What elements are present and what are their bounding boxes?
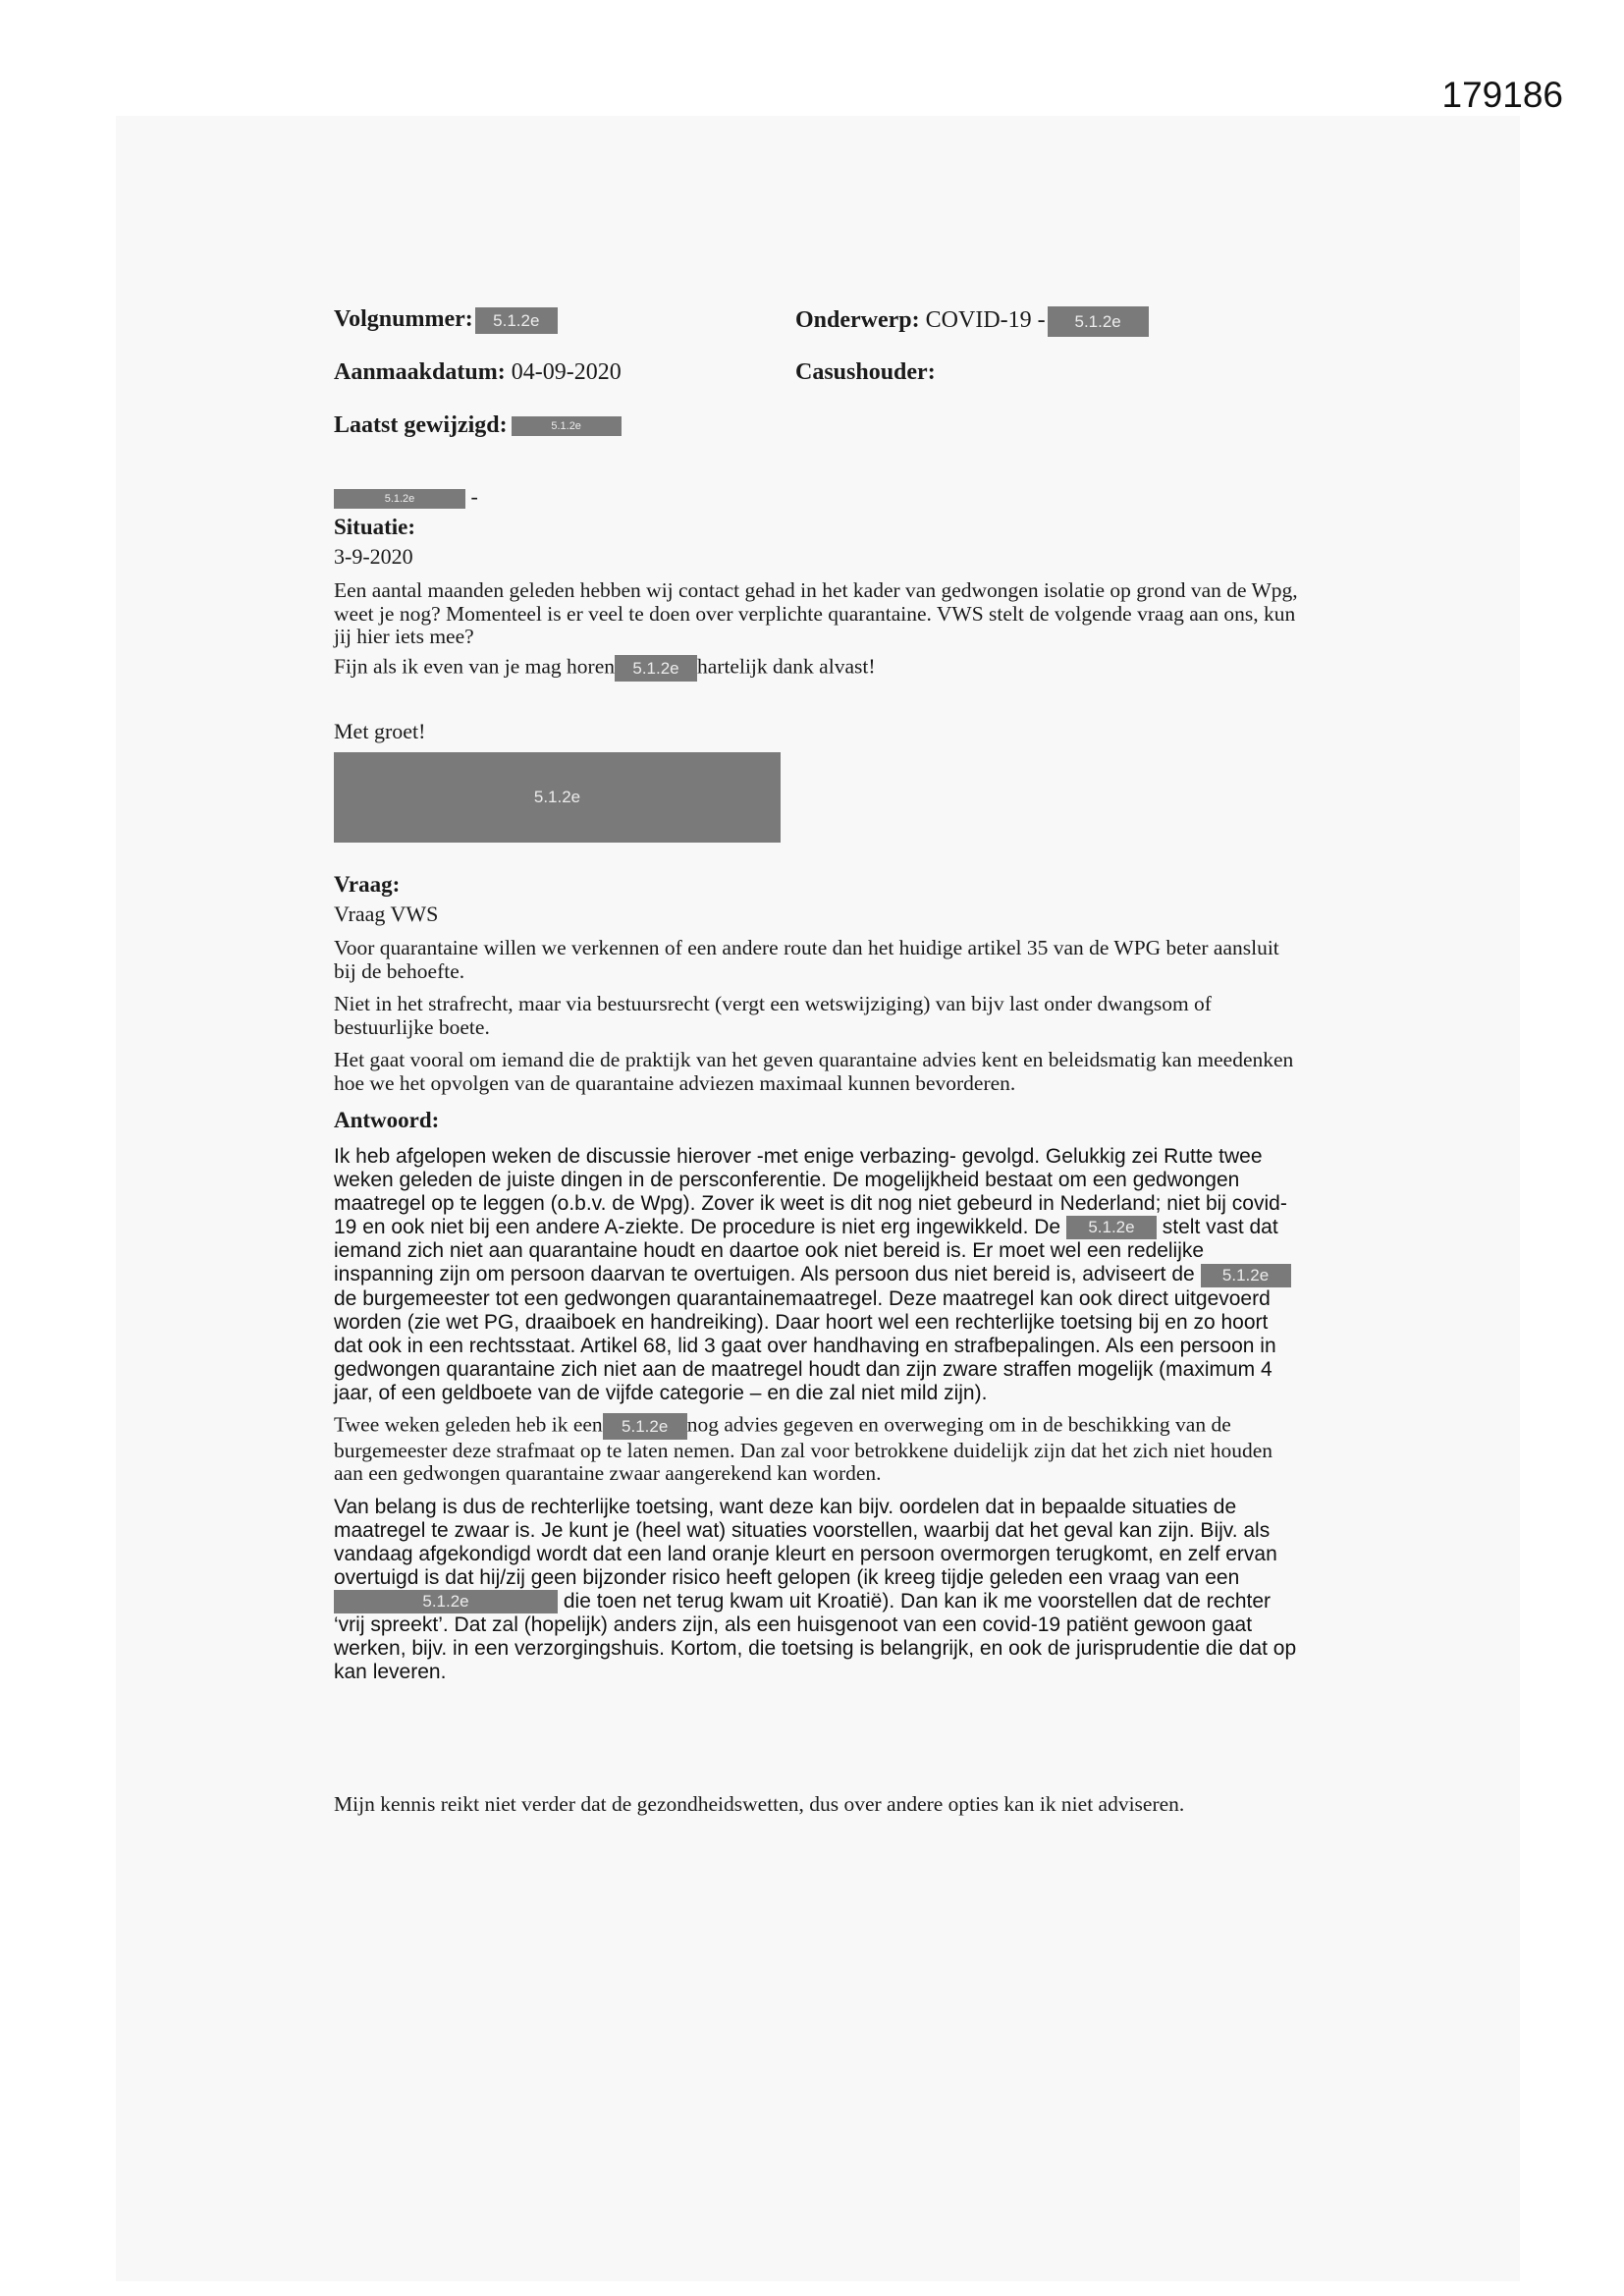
onderwerp-value: COVID-19 - [925, 307, 1046, 333]
situatie-line-a: Fijn als ik even van je mag horen [334, 653, 615, 678]
redaction-box: 5.1.2e [1066, 1216, 1157, 1239]
laatst-gewijzigd-field [334, 410, 622, 440]
vraag-title: Vraag: [334, 872, 401, 897]
vraag-subtitle: Vraag VWS [334, 902, 439, 926]
antwoord-paragraph-2 [334, 1413, 1301, 1486]
vraag-paragraph-2: Niet in het strafrecht, maar via bestuursrecht (vergt een wetswijziging) van bijv last onder dwangsom of bestuurlijke boete. [334, 992, 1212, 1039]
redaction-box: 5.1.2e [1048, 306, 1149, 337]
onderwerp-field [795, 305, 1149, 337]
laatst-gewijzigd-label: Laatst gewijzigd: [334, 412, 508, 438]
antwoord-p3-part-b: die toen net terug kwam uit Kroatië). Dan kan ik me voorstellen dat de rechter ‘vrij spreekt’. Dat zal (hopelijk) anders zijn, als een huisgenoot van een covid-19 patiënt gewoon gaat werken, bijv. in een verzorgingshuis. Kortom, die toetsing is belangrijk, en ook de jurisprudentie die dat op kan leveren. [334, 1589, 1297, 1684]
situatie-line-horen [334, 655, 1301, 682]
aanmaakdatum-label: Aanmaakdatum: [334, 359, 506, 385]
aanmaakdatum-value: 04-09-2020 [511, 359, 622, 385]
antwoord-p2-part-a: Twee weken geleden heb ik een [334, 1412, 603, 1437]
redaction-box: 5.1.2e [334, 489, 465, 509]
situatie-section [334, 485, 1301, 843]
situatie-date: 3-9-2020 [334, 544, 413, 569]
redaction-box: 5.1.2e [512, 416, 622, 436]
situatie-title: Situatie: [334, 515, 416, 539]
antwoord-p1-part-a: Ik heb afgelopen weken de discussie hierover -met enige verbazing- gevolgd. Gelukkig zei Rutte twee weken geleden de juiste dingen in de persconferentie. De mogelijkheid bestaat om een gedwongen maatregel op te leggen (o.b.v. de Wpg). Zover ik weet is dit nog niet gebeurd in Nederland; niet bij covid-19 en ook niet bij een andere A-ziekte. De procedure is niet erg ingewikkeld. De [334, 1145, 1287, 1238]
page-number: 179186 [1441, 75, 1563, 115]
casushouder-field [795, 357, 936, 387]
antwoord-section [334, 1106, 1301, 1692]
volgnummer-label: Volgnummer: [334, 306, 473, 332]
redaction-box: 5.1.2e [603, 1413, 687, 1440]
aanmaakdatum-field [334, 357, 622, 387]
vraag-paragraph-3: Het gaat vooral om iemand die de praktijk van het geven quarantaine advies kent en beleidsmatig kan meedenken hoe we het opvolgen van de quarantaine adviezen maximaal kunnen bevorderen. [334, 1048, 1294, 1095]
situatie-line-b: hartelijk dank alvast! [697, 653, 876, 678]
redaction-box: 5.1.2e [1201, 1264, 1291, 1287]
antwoord-paragraph-3 [334, 1496, 1301, 1684]
signature-redaction-box: 5.1.2e [334, 752, 781, 843]
casushouder-label: Casushouder: [795, 359, 936, 385]
closing-paragraph: Mijn kennis reikt niet verder dat de gezondheidswetten, dus over andere opties kan ik niet adviseren. [334, 1792, 1185, 1816]
antwoord-p1-part-b: stelt vast dat iemand zich niet aan quarantaine houdt en daartoe ook niet bereid is. Er moet wel een redelijke inspanning zijn om persoon daarvan te overtuigen. Als persoon dus niet bereid is, adviseert de [334, 1216, 1278, 1286]
redaction-box: 5.1.2e [615, 655, 697, 682]
closing-section [334, 1793, 1301, 1827]
greeting: Met groet! [334, 718, 426, 743]
antwoord-paragraph-1 [334, 1145, 1301, 1405]
antwoord-p2-part-b: nog advies gegeven en overweging om in de beschikking van de burgemeester deze strafmaat op te laten nemen. Dan zal voor betrokkene duidelijk zijn dat het zich niet houden aan een gedwongen quarantaine zwaar aangerekend kan worden. [334, 1412, 1272, 1486]
antwoord-p1-part-c: de burgemeester tot een gedwongen quarantainemaatregel. Deze maatregel kan ook direct uitgevoerd worden (zie wet PG, draaiboek en handreiking). Daar hoort wel een rechterlijke toetsing bij en zo hoort dat ook in een rechtsstaat. Artikel 68, lid 3 gaat over handhaving en strafbepalingen. Als een persoon in gedwongen quarantaine zich niet aan de maatregel houdt dan zijn zware straffen mogelijk (maximum 4 jaar, of een geldboete van de vijfde categorie – en die zal niet mild zijn). [334, 1286, 1276, 1404]
antwoord-p3-part-a: Van belang is dus de rechterlijke toetsing, want deze kan bijv. oordelen dat in bepaalde situaties de maatregel te zwaar is. Je kunt je (heel wat) situaties voorstellen, waarbij dat het geval kan zijn. Bijv. als vandaag afgekondigd wordt dat een land oranje kleurt en persoon overmorgen terugkomt, en zelf ervan overtuigd is dat hij/zij geen bijzonder risico heeft gelopen (ik kreeg tijdje geleden een vraag van een [334, 1495, 1277, 1589]
onderwerp-label: Onderwerp: [795, 307, 920, 333]
antwoord-title: Antwoord: [334, 1108, 440, 1132]
vraag-section [334, 870, 1301, 1097]
redaction-box: 5.1.2e [475, 307, 558, 334]
situatie-paragraph: Een aantal maanden geleden hebben wij contact gehad in het kader van gedwongen isolatie op grond van de Wpg, weet je nog? Momenteel is er veel te doen over verplichte quarantaine. VWS stelt de volgende vraag aan ons, kun jij hier iets mee? [334, 578, 1298, 648]
situatie-redaction-line [334, 485, 1301, 509]
redaction-box: 5.1.2e [334, 1590, 558, 1613]
vraag-paragraph-1: Voor quarantaine willen we verkennen of een andere route dan het huidige artikel 35 van de WPG beter aansluit bij de behoefte. [334, 936, 1279, 983]
volgnummer-field [334, 304, 558, 334]
situatie-dash: - [470, 484, 478, 509]
